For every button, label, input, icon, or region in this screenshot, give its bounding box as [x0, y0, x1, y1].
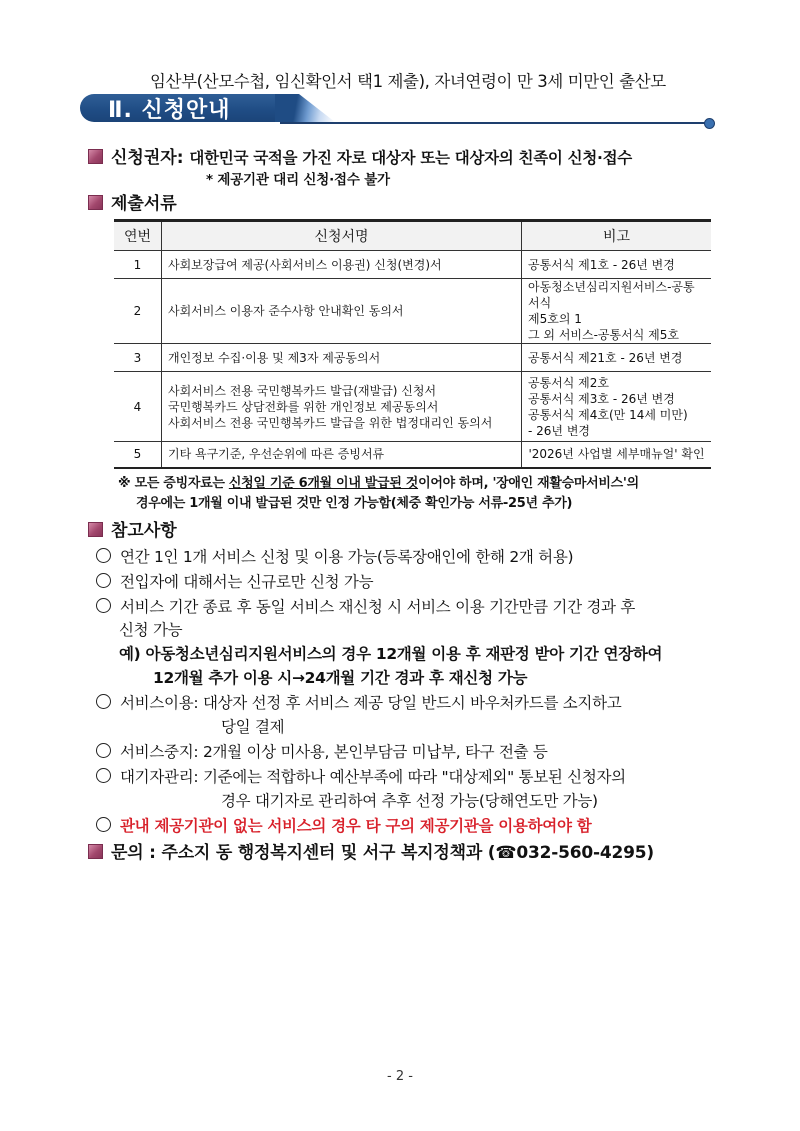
circle-bullet-icon: [96, 743, 111, 758]
reference-item-cont: 경우 대기자로 관리하여 추후 선정 가능(당해연도만 가능): [221, 792, 598, 810]
name-line: 국민행복카드 상담전화를 위한 개인정보 제공동의서: [168, 399, 439, 414]
row-no: 5: [114, 442, 162, 468]
circle-bullet-icon: [96, 694, 111, 709]
reference-item: [96, 691, 621, 713]
remark-line: 아동청소년심리지원서비스-공통서식: [528, 280, 695, 310]
footnote-underlined: 신청일 기준 6개월 이내 발급된 것: [228, 476, 419, 491]
row-name: 기타 욕구기준, 우선순위에 따른 증빙서류: [162, 442, 522, 468]
table-row: [114, 372, 711, 442]
reference-item: [96, 545, 573, 567]
reference-example-line2: 12개월 추가 이용 시→24개월 기간 경과 후 재신청 가능: [153, 669, 528, 687]
row-name: 개인정보 수집·이용 및 제3자 제공동의서: [162, 344, 522, 372]
square-bullet-icon: [88, 844, 103, 859]
contact-phone: 032-560-4295: [516, 843, 647, 863]
reference-text: 대상자 선정 후 서비스 제공 당일 반드시 바우처카드를 소지하고: [202, 694, 622, 712]
documents-heading-label: 제출서류: [111, 194, 177, 214]
name-line: 사회서비스 전용 국민행복카드 발급을 위한 법정대리인 동의서: [168, 415, 493, 430]
reference-item: [96, 740, 548, 762]
reference-item: [96, 570, 373, 592]
applicant-label: 신청권자:: [111, 148, 184, 168]
reference-text: 2개월 이상 미사용, 본인부담금 미납부, 타구 전출 등: [202, 743, 548, 761]
table-row: [114, 442, 711, 468]
row-remark: [522, 279, 712, 344]
remark-line: - 26년 변경: [528, 423, 591, 438]
reference-label: 대기자관리:: [120, 768, 199, 786]
reference-item: [96, 765, 626, 787]
section-banner: [80, 92, 720, 128]
contact-label: 문의 : 주소지 동 행정복지센터 및 서구 복지정책과: [111, 843, 483, 863]
references-heading: [88, 516, 177, 541]
square-bullet-icon: [88, 522, 103, 537]
remark-line: 공통서식 제2호: [528, 375, 610, 390]
row-remark: 공통서식 제1호 - 26년 변경: [522, 251, 712, 279]
reference-item-warning: [96, 814, 591, 836]
contact-phone-group: (☎032-560-4295): [487, 843, 654, 863]
col-header-remark: 비고: [522, 221, 712, 251]
banner-rule: [280, 122, 705, 124]
circle-bullet-icon: [96, 598, 111, 613]
page-number: - 2 -: [387, 1069, 413, 1084]
reference-text: 기준에는 적합하나 예산부족에 따라 "대상제외" 통보된 신청자의: [202, 768, 626, 786]
banner-gradient-tail: [275, 94, 335, 122]
table-row: [114, 251, 711, 279]
col-header-name: 신청서명: [162, 221, 522, 251]
circle-bullet-icon: [96, 768, 111, 783]
documents-table: [114, 219, 711, 469]
row-remark: '2026년 사업별 세부매뉴얼' 확인: [522, 442, 712, 468]
row-no: 3: [114, 344, 162, 372]
contact-line: [88, 838, 654, 863]
table-row: [114, 344, 711, 372]
reference-item: [96, 595, 635, 617]
col-header-no: 연번: [114, 221, 162, 251]
row-no: 1: [114, 251, 162, 279]
table-header-row: [114, 221, 711, 251]
row-remark: 공통서식 제21호 - 26년 변경: [522, 344, 712, 372]
row-remark: [522, 372, 712, 442]
footnote-suffix: 이어야 하며, '장애인 재활승마서비스'의: [418, 476, 639, 491]
reference-example-line1: 예) 아동청소년심리지원서비스의 경우 12개월 이용 후 재판정 받아 기간 연장하여: [119, 645, 663, 663]
reference-label: 서비스중지:: [120, 743, 199, 761]
row-no: 2: [114, 279, 162, 344]
intro-line: 임산부(산모수첩, 임신확인서 택1 제출), 자녀연령이 만 3세 미만인 출산모: [150, 72, 666, 91]
banner-dot-icon: [704, 118, 715, 129]
remark-line: 제5호의 1: [528, 312, 582, 326]
footnote-prefix: ※ 모든 증빙자료는: [118, 476, 229, 491]
documents-footnote-line2: 경우에는 1개월 이내 발급된 것만 인정 가능함(체중 확인가능 서류-25년 추가): [136, 496, 573, 511]
row-name: 사회서비스 이용자 준수사항 안내확인 동의서: [162, 279, 522, 344]
circle-bullet-icon: [96, 817, 111, 832]
remark-line: 공통서식 제3호 - 26년 변경: [528, 391, 675, 406]
section-title: Ⅱ. 신청안내: [108, 98, 231, 123]
documents-heading: [88, 189, 177, 214]
reference-item-cont: 당일 결제: [221, 718, 285, 736]
row-no: 4: [114, 372, 162, 442]
phone-icon: ☎: [495, 843, 517, 863]
name-line: 사회서비스 전용 국민행복카드 발급(재발급) 신청서: [168, 383, 437, 398]
applicant-heading: [88, 143, 632, 168]
applicant-note: * 제공기관 대리 신청·접수 불가: [206, 172, 390, 188]
applicant-text: 대한민국 국적을 가진 자로 대상자 또는 대상자의 친족이 신청·접수: [189, 149, 632, 167]
reference-text: 서비스 기간 종료 후 동일 서비스 재신청 시 서비스 이용 기간만큼 기간 경과 후: [120, 598, 636, 616]
row-name: [162, 372, 522, 442]
row-name: 사회보장급여 제공(사회서비스 이용권) 신청(변경)서: [162, 251, 522, 279]
reference-warning-text: 관내 제공기관이 없는 서비스의 경우 타 구의 제공기관을 이용하여야 함: [120, 817, 592, 835]
reference-text: 연간 1인 1개 서비스 신청 및 이용 가능(등록장애인에 한해 2개 허용): [120, 548, 574, 566]
documents-footnote: [118, 474, 639, 494]
reference-text: 전입자에 대해서는 신규로만 신청 가능: [120, 573, 374, 591]
remark-line: 그 외 서비스-공통서식 제5호: [528, 328, 679, 342]
remark-line: 공통서식 제4호(만 14세 미만): [528, 407, 688, 422]
reference-label: 서비스이용:: [120, 694, 199, 712]
references-heading-label: 참고사항: [111, 521, 177, 541]
square-bullet-icon: [88, 195, 103, 210]
circle-bullet-icon: [96, 548, 111, 563]
table-row: [114, 279, 711, 344]
reference-item-cont: 신청 가능: [119, 621, 183, 639]
circle-bullet-icon: [96, 573, 111, 588]
square-bullet-icon: [88, 149, 103, 164]
